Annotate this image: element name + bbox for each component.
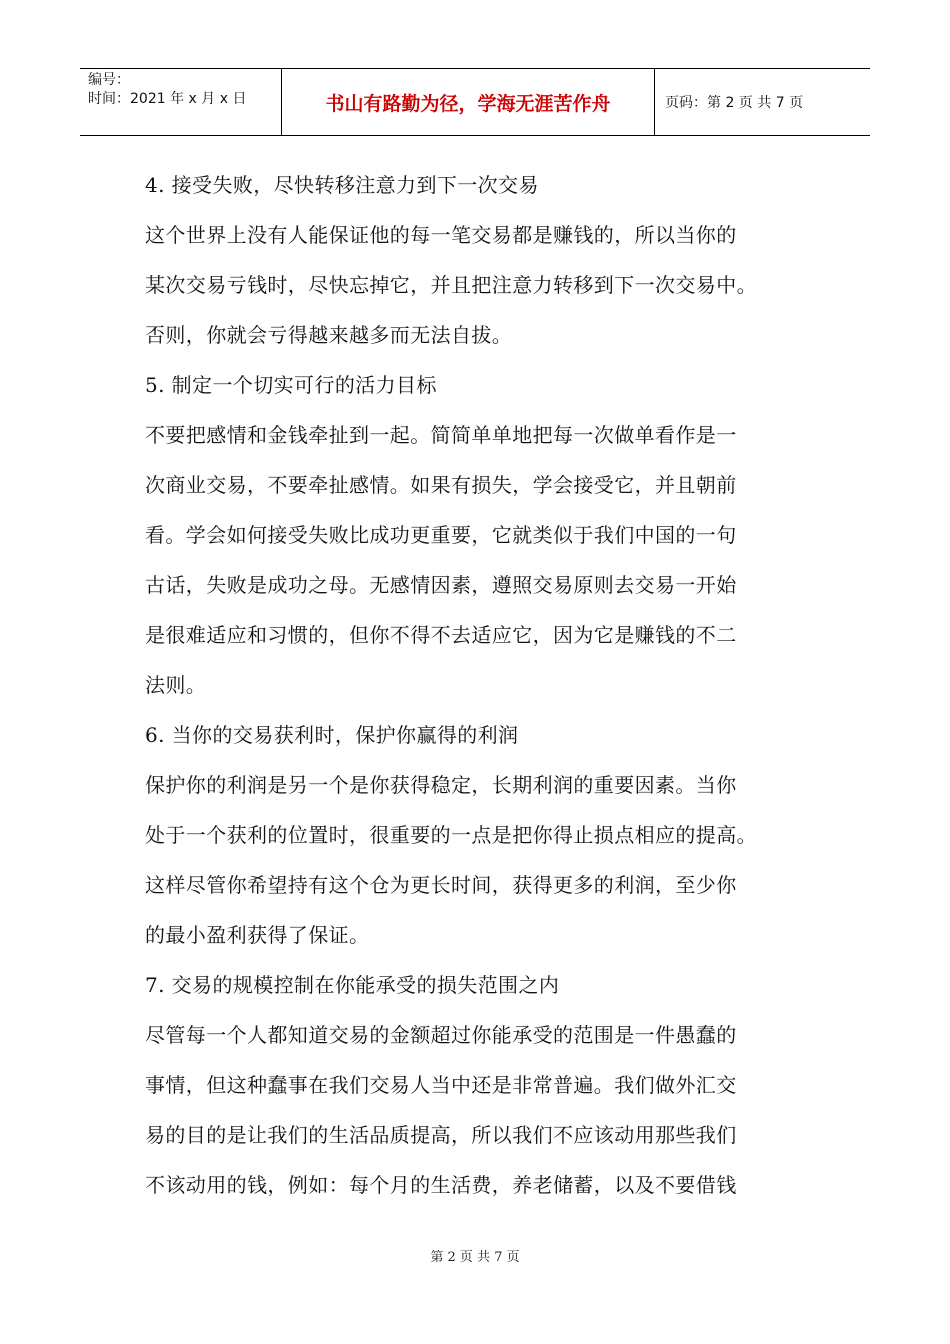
body-line: 尽管每一个人都知道交易的金额超过你能承受的范围是一件愚蠢的 xyxy=(145,1023,737,1047)
body-line: 6. 当你的交易获利时，保护你赢得的利润 xyxy=(145,723,519,747)
body-line: 法则。 xyxy=(145,673,207,697)
body-line: 不要把感情和金钱牵扯到一起。简简单单地把每一次做单看作是一 xyxy=(145,423,737,447)
body-line: 这样尽管你希望持有这个仓为更长时间，获得更多的利润，至少你 xyxy=(145,873,737,897)
body-line: 次商业交易，不要牵扯感情。如果有损失，学会接受它，并且朝前 xyxy=(145,473,737,497)
document-number-label: 编号： xyxy=(88,72,130,88)
body-line: 古话，失败是成功之母。无感情因素，遵照交易原则去交易一开始 xyxy=(145,573,737,597)
page-header xyxy=(80,68,870,136)
body-line: 5. 制定一个切实可行的活力目标 xyxy=(145,373,437,397)
body-line: 不该动用的钱，例如：每个月的生活费，养老储蓄，以及不要借钱 xyxy=(145,1173,737,1197)
body-line: 某次交易亏钱时，尽快忘掉它，并且把注意力转移到下一次交易中。 xyxy=(145,273,757,297)
page-footer: 第 2 页 共 7 页 xyxy=(430,1250,520,1265)
body-line: 是很难适应和习惯的，但你不得不去适应它，因为它是赚钱的不二 xyxy=(145,623,737,647)
body-line: 的最小盈利获得了保证。 xyxy=(145,923,370,947)
body-line: 这个世界上没有人能保证他的每一笔交易都是赚钱的，所以当你的 xyxy=(145,223,737,247)
header-motto: 书山有路勤为径，学海无涯苦作舟 xyxy=(282,69,655,135)
body-line: 事情，但这种蠢事在我们交易人当中还是非常普遍。我们做外汇交 xyxy=(145,1073,737,1097)
body-line: 看。学会如何接受失败比成功更重要，它就类似于我们中国的一句 xyxy=(145,523,737,547)
document-body xyxy=(145,160,815,1210)
body-line: 否则，你就会亏得越来越多而无法自拔。 xyxy=(145,323,513,347)
header-page-indicator: 页码：第 2 页 共 7 页 xyxy=(665,95,804,111)
body-line: 易的目的是让我们的生活品质提高，所以我们不应该动用那些我们 xyxy=(145,1123,737,1147)
document-time-label: 时间：2021 年 x 月 x 日 xyxy=(88,91,247,107)
body-line: 7. 交易的规模控制在你能承受的损失范围之内 xyxy=(145,973,560,997)
body-line: 处于一个获利的位置时，很重要的一点是把你得止损点相应的提高。 xyxy=(145,823,757,847)
body-line: 4. 接受失败，尽快转移注意力到下一次交易 xyxy=(145,173,539,197)
body-line: 保护你的利润是另一个是你获得稳定，长期利润的重要因素。当你 xyxy=(145,773,737,797)
header-meta xyxy=(80,69,282,135)
